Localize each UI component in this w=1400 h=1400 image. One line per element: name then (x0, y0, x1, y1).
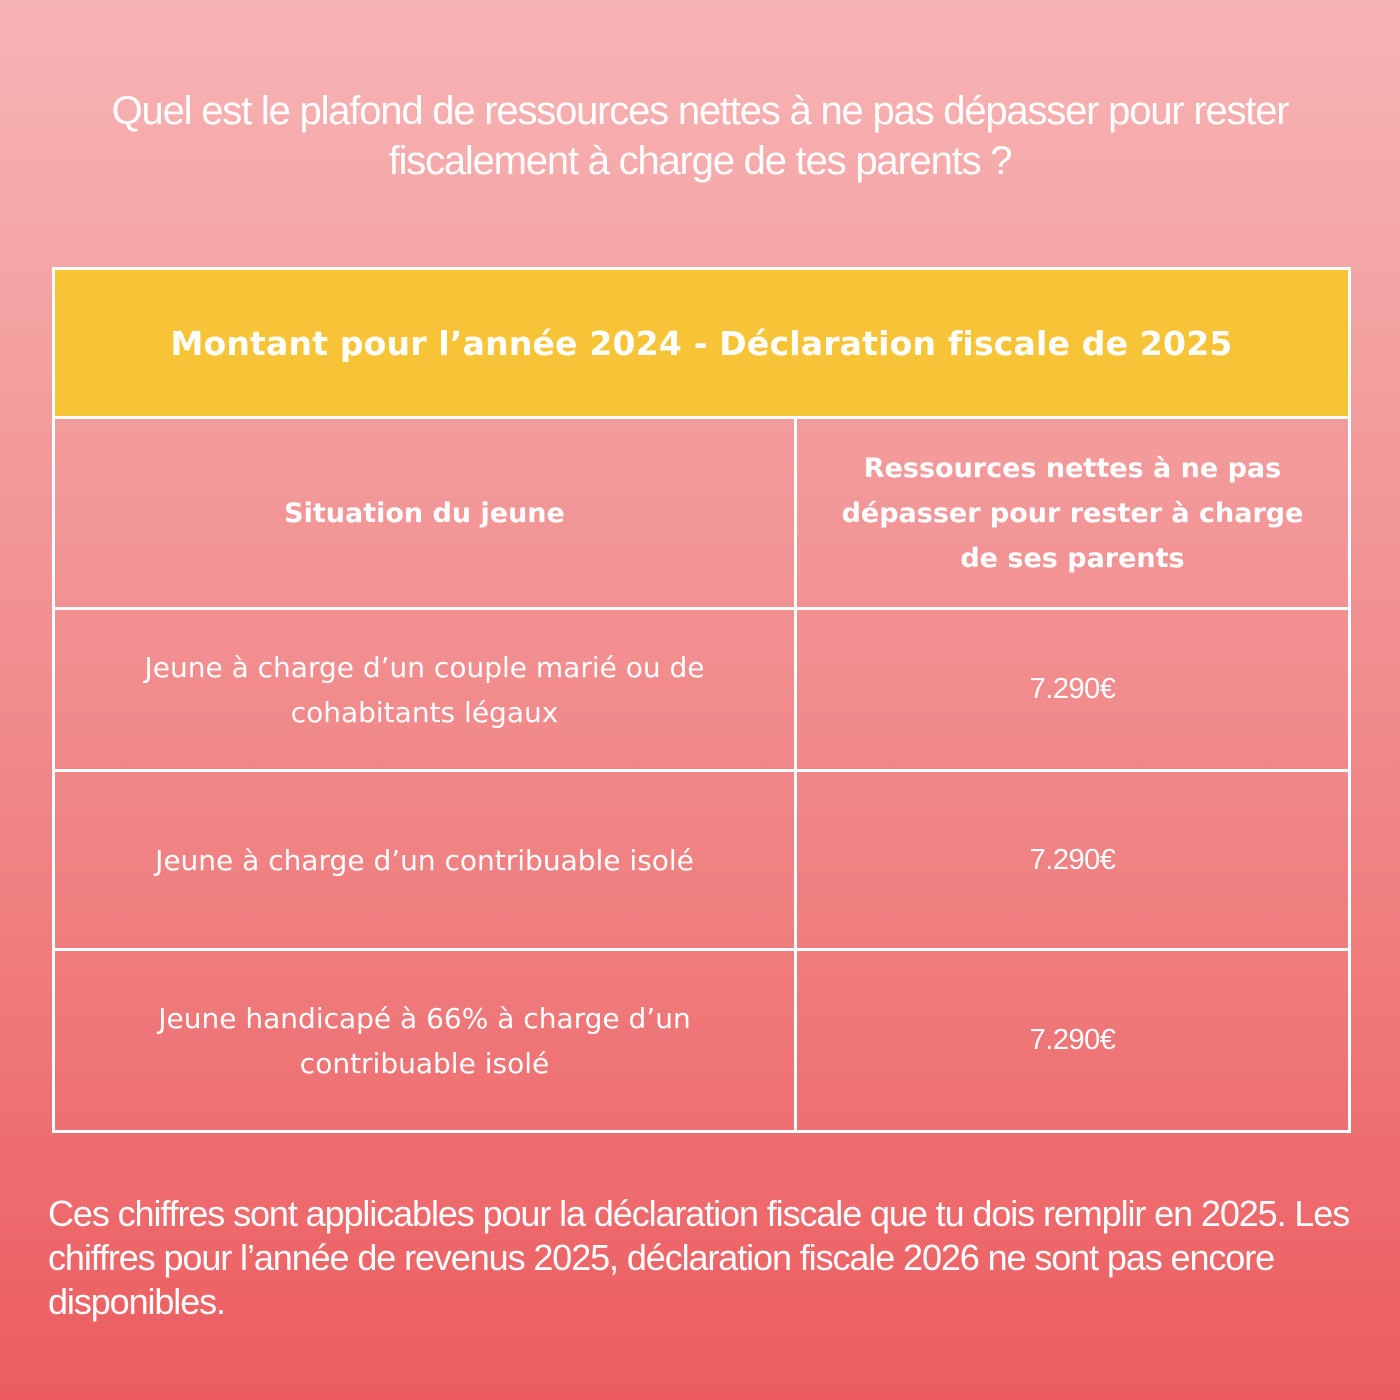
table-row (55, 772, 1348, 948)
amount-cell: 7.290€ (794, 951, 1348, 1130)
page-title: Quel est le plafond de ressources nettes à ne pas dépasser pour rester fiscalement à charge de tes parents ? (111, 89, 1289, 183)
table-row (55, 951, 1348, 1130)
amount-cell: 7.290€ (794, 610, 1348, 769)
table-header-band: Montant pour l’année 2024 - Déclaration fiscale de 2025 (55, 270, 1348, 419)
table-row (55, 610, 1348, 769)
resource-limit-table (52, 267, 1351, 1133)
situation-cell: Jeune à charge d’un contribuable isolé (155, 843, 694, 877)
table-column-headers (55, 419, 1348, 607)
column-header-resources: Ressources nettes à ne pas dépasser pour rester à charge de ses parents (794, 419, 1348, 607)
situation-cell: Jeune à charge d’un couple marié ou de cohabitants légaux (144, 650, 705, 729)
column-header-situation: Situation du jeune (284, 497, 565, 529)
situation-cell: Jeune handicapé à 66% à charge d’un contribuable isolé (158, 1001, 691, 1080)
amount-cell: 7.290€ (794, 772, 1348, 948)
footnote: Ces chiffres sont applicables pour la déclaration fiscale que tu dois remplir en 2025. Les chiffres pour l’année de revenus 2025, déclaration fiscale 2026 ne sont pas encore disponibles. (48, 1193, 1350, 1322)
